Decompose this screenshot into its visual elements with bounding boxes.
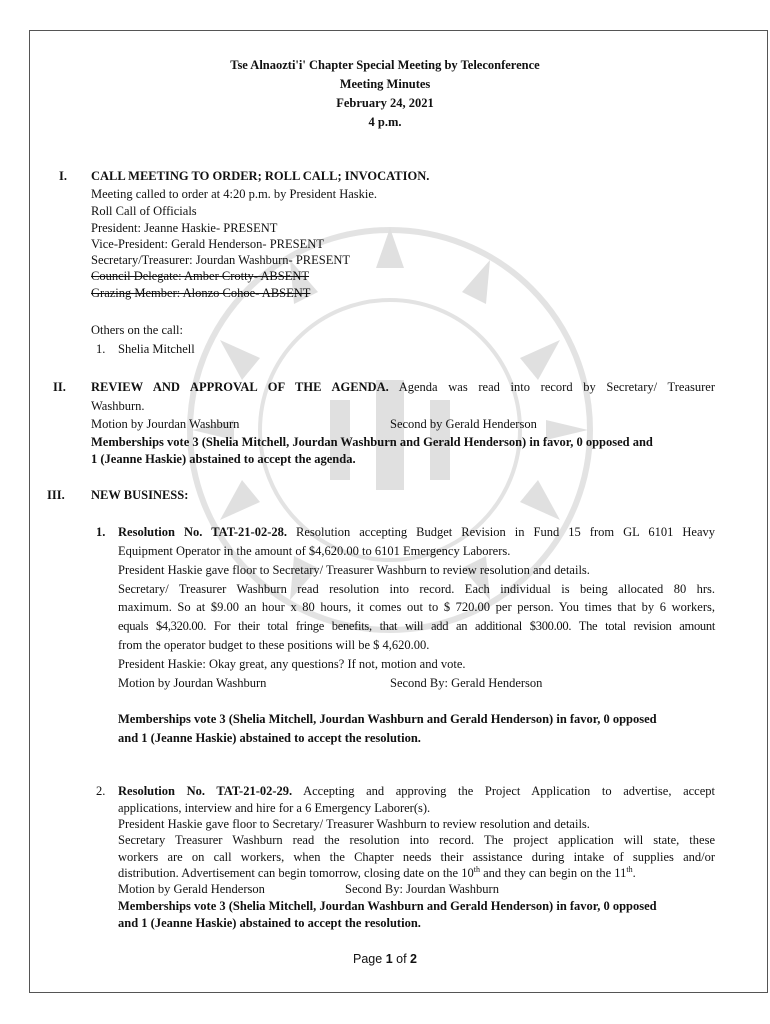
others-label: Others on the call: xyxy=(91,323,183,337)
vote-result: Memberships vote 3 (Shelia Mitchell, Jourdan Washburn and Gerald Henderson) in favor, 0 opposed xyxy=(118,899,657,913)
motion-by: Motion by Jourdan Washburn xyxy=(118,676,267,690)
resolution-line: equals $4,320.00. For their total fringe benefits, that will add an additional $300.00. The total revision amount xyxy=(118,619,715,633)
section-line: Meeting called to order at 4:20 p.m. by President Haskie. xyxy=(91,187,378,201)
resolution-line: from the operator budget to these positions will be $ 4,620.00. xyxy=(118,638,430,652)
resolution-line: Secretary/ Treasurer Washburn read resolution into record. Each individual is being allocated 80 hrs. xyxy=(118,582,715,596)
resolution-line: maximum. So at $9.00 an hour x 80 hours, it comes out to $ 720.00 per person. You times that by 6 workers, xyxy=(118,600,715,614)
second-by: Second by Gerald Henderson xyxy=(390,417,537,431)
list-number: 1. xyxy=(96,342,106,356)
section-line: President: Jeanne Haskie- PRESENT xyxy=(91,221,278,235)
section-text: Agenda was read into record by Secretary/ Treasurer xyxy=(398,380,715,394)
resolution-line: President Haskie gave floor to Secretary/ Treasurer Washburn to review resolution and details. xyxy=(118,563,590,577)
resolution-title: Resolution No. TAT-21-02-29. xyxy=(118,784,293,798)
vote-result: and 1 (Jeanne Haskie) abstained to accept the resolution. xyxy=(118,731,421,745)
resolution-text: Accepting and approving the Project Application to advertise, accept xyxy=(303,784,716,798)
resolution-line: President Haskie: Okay great, any questions? If not, motion and vote. xyxy=(118,657,466,671)
section-heading: CALL MEETING TO ORDER; ROLL CALL; INVOCATION. xyxy=(91,169,430,183)
vote-result: Memberships vote 3 (Shelia Mitchell, Jourdan Washburn and Gerald Henderson) in favor, 0 opposed and xyxy=(91,435,653,449)
list-item: Shelia Mitchell xyxy=(118,342,195,356)
page-number: Page 1 of 2 xyxy=(353,952,417,966)
section-heading: REVIEW AND APPROVAL OF THE AGENDA. xyxy=(91,380,389,394)
resolution-line: President Haskie gave floor to Secretary/ Treasurer Washburn to review resolution and details. xyxy=(118,817,590,831)
struck-line: Grazing Member: Alonzo Cohoe- ABSENT xyxy=(91,286,311,300)
meeting-subtitle: Meeting Minutes xyxy=(339,77,431,91)
section-line: Washburn. xyxy=(91,399,145,413)
second-by: Second By: Gerald Henderson xyxy=(390,676,543,690)
vote-result: and 1 (Jeanne Haskie) abstained to accept the resolution. xyxy=(118,916,421,930)
resolution-text: Resolution accepting Budget Revision in Fund 15 from GL 6101 Heavy xyxy=(296,525,716,539)
section-heading: NEW BUSINESS: xyxy=(91,488,189,502)
vote-result: Memberships vote 3 (Shelia Mitchell, Jourdan Washburn and Gerald Henderson) in favor, 0 opposed xyxy=(118,712,657,726)
resolution-line: distribution. Advertisement can begin tomorrow, closing date on the 10th and they can begin on the 11th. xyxy=(118,864,636,880)
resolution-line xyxy=(118,783,715,800)
second-by: Second By: Jourdan Washburn xyxy=(345,882,499,896)
vote-result: 1 (Jeanne Haskie) abstained to accept the agenda. xyxy=(91,452,356,466)
meeting-title: Tse Alnaozti'i' Chapter Special Meeting by Teleconference xyxy=(230,58,540,72)
resolution-line: workers are on call workers, when the Chapter needs their assistance during intake of supplies and/or xyxy=(118,850,715,864)
list-number: 2. xyxy=(96,784,106,798)
resolution-line: applications, interview and hire for a 6 Emergency Laborer(s). xyxy=(118,801,431,815)
section-line: Vice-President: Gerald Henderson- PRESENT xyxy=(91,237,324,251)
meeting-time: 4 p.m. xyxy=(368,115,402,129)
list-number: 1. xyxy=(96,525,106,539)
section-numeral: I. xyxy=(59,169,67,183)
section-line xyxy=(91,379,715,396)
section-line: Roll Call of Officials xyxy=(91,204,197,218)
resolution-line xyxy=(118,524,715,541)
section-numeral: II. xyxy=(53,380,66,394)
meeting-date: February 24, 2021 xyxy=(336,96,434,110)
resolution-line: Secretary Treasurer Washburn read the resolution into record. The project application will state, these xyxy=(118,833,715,847)
resolution-title: Resolution No. TAT-21-02-28. xyxy=(118,525,288,539)
struck-line: Council Delegate: Amber Crotty- ABSENT xyxy=(91,269,310,283)
resolution-line: Equipment Operator in the amount of $4,620.00 to 6101 Emergency Laborers. xyxy=(118,544,511,558)
motion-by: Motion by Jourdan Washburn xyxy=(91,417,240,431)
section-line: Secretary/Treasurer: Jourdan Washburn- PRESENT xyxy=(91,253,351,267)
motion-by: Motion by Gerald Henderson xyxy=(118,882,265,896)
section-numeral: III. xyxy=(47,488,65,502)
